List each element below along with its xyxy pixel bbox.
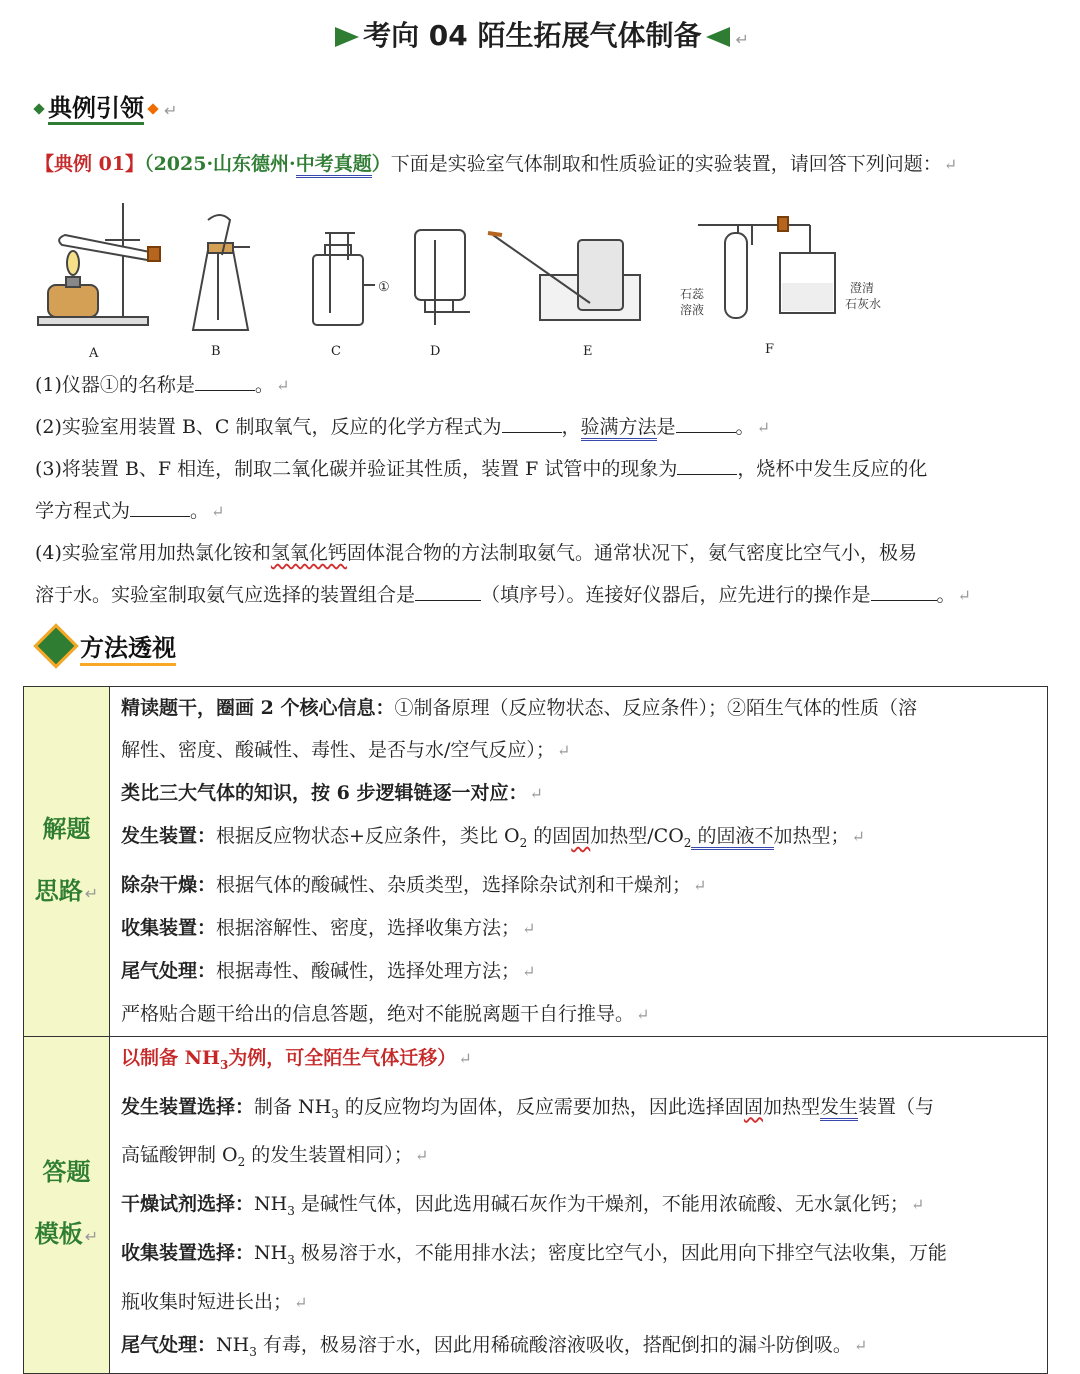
apparatus-f [698,217,835,318]
apparatus-d [415,230,470,325]
question-2: (2)实验室用装置 B、C 制取氧气，反应的化学方程式为 ，验满方法是 。 ↵ [35,406,770,449]
side-label-template: 答题 模板 ↵ [24,1036,110,1373]
diamond-icon [33,103,44,114]
question-3-cont: 学方程式为 。 ↵ [35,500,225,522]
diamond-badge-icon [33,623,78,668]
question-4-cont: 溶于水。实验室制取氨气应选择的装置组合是 （填序号）。连接好仪器后，应先进行的操作是 。 ↵ [35,584,971,606]
page-title: 考向 04 陌生拓展气体制备 ↵ [0,14,1080,54]
apparatus-c [313,233,390,325]
answer-blank[interactable] [871,582,937,601]
arrow-left-icon [706,27,730,47]
question-1: (1)仪器①的名称是 。 ↵ [35,374,290,396]
approach-content: 精读题干，圈画 2 个核心信息：①制备原理（反应物状态、反应条件）；②陌生气体的性质（溶 解性、密度、酸碱性、毒性、是否与水/空气反应）； ↵ 类比三大气体的知识，按 6 步逻辑链逐一对应： ↵ 发生装置：根据反应物状态+反应条件，类比 $O_2$ 的固固加热型$/CO_2$ 的固液不加热型； ↵ 除杂干燥：根据气体的酸碱性、杂质类型，选择除杂试剂和干燥剂； ↵ 收集装置：根据溶解性、密度，选择收集方法； ↵ 尾气处理：根据毒性、酸碱性，选择处理方法； ↵ 严格贴合题干给出的信息答题，绝对不能脱离题干自行推导。 ↵ [110,687,1048,1037]
section-heading-examples: 典例引领 ↵ [30,88,177,123]
example-stem: 【典例 01】（2025·山东德州·中考真题）下面是实验室气体制取和性质验证的实验装置，请回答下列问题： ↵ [35,143,957,186]
answer-blank[interactable] [676,414,736,433]
arrow-right-icon [335,27,359,47]
marker-1-label: ① [378,280,390,295]
answer-blank[interactable] [502,414,562,433]
label-litmus-1: 石蕊 [680,287,705,301]
side-label-approach: 解题 思路 ↵ [24,687,110,1037]
answer-blank[interactable] [130,498,190,517]
apparatus-labels [88,342,774,361]
source-link[interactable]: 中考真题 [296,153,372,178]
diamond-icon [147,103,158,114]
answer-blank[interactable] [415,582,481,601]
apparatus-label-c: C [331,344,341,359]
apparatus-label-b: B [211,344,221,359]
label-litmus-2: 溶液 [680,303,705,317]
answer-blank[interactable] [677,456,737,475]
apparatus-label-f: F [765,342,775,357]
apparatus-label-a: A [89,346,99,361]
apparatus-label-d: D [430,344,441,359]
apparatus-a [38,203,160,325]
apparatus-label-e: E [583,344,593,359]
apparatus-b [193,215,250,330]
question-4: (4)实验室常用加热氯化铵和氢氧化钙固体混合物的方法制取氨气。通常状况下，氨气密度比空气小，极易 [35,542,917,564]
answer-blank[interactable] [195,372,255,391]
label-limewater-2: 石灰水 [845,297,882,311]
apparatus-figure [30,195,910,365]
question-3: (3)将装置 B、F 相连，制取二氧化碳并验证其性质，装置 F 试管中的现象为 ，烧杯中发生反应的化 [35,458,928,480]
apparatus-e [488,233,640,320]
method-table [23,686,1048,1374]
template-content: 以制备 $NH_3$为例，可全陌生气体迁移） ↵ 发生装置选择：制备 $NH_3$ 的反应物均为固体，反应需要加热，因此选择固固加热型发生装置（与 高锰酸钾制 $O_2$ 的发生装置相同）； ↵ 干燥试剂选择：$NH_3$ 是碱性气体，因此选用碱石灰作为干燥剂，不能用浓硫酸、无水氯化钙； ↵ 收集装置选择：$NH_3$ 极易溶于水，不能用排水法；密度比空气小，因此用向下排空气法收集，万能 瓶收集时短进长出； ↵ 尾气处理：$NH_3$ 有毒，极易溶于水，因此用稀硫酸溶液吸收，搭配倒扣的漏斗防倒吸。 ↵ [110,1036,1048,1373]
label-limewater-1: 澄清 [850,281,875,295]
